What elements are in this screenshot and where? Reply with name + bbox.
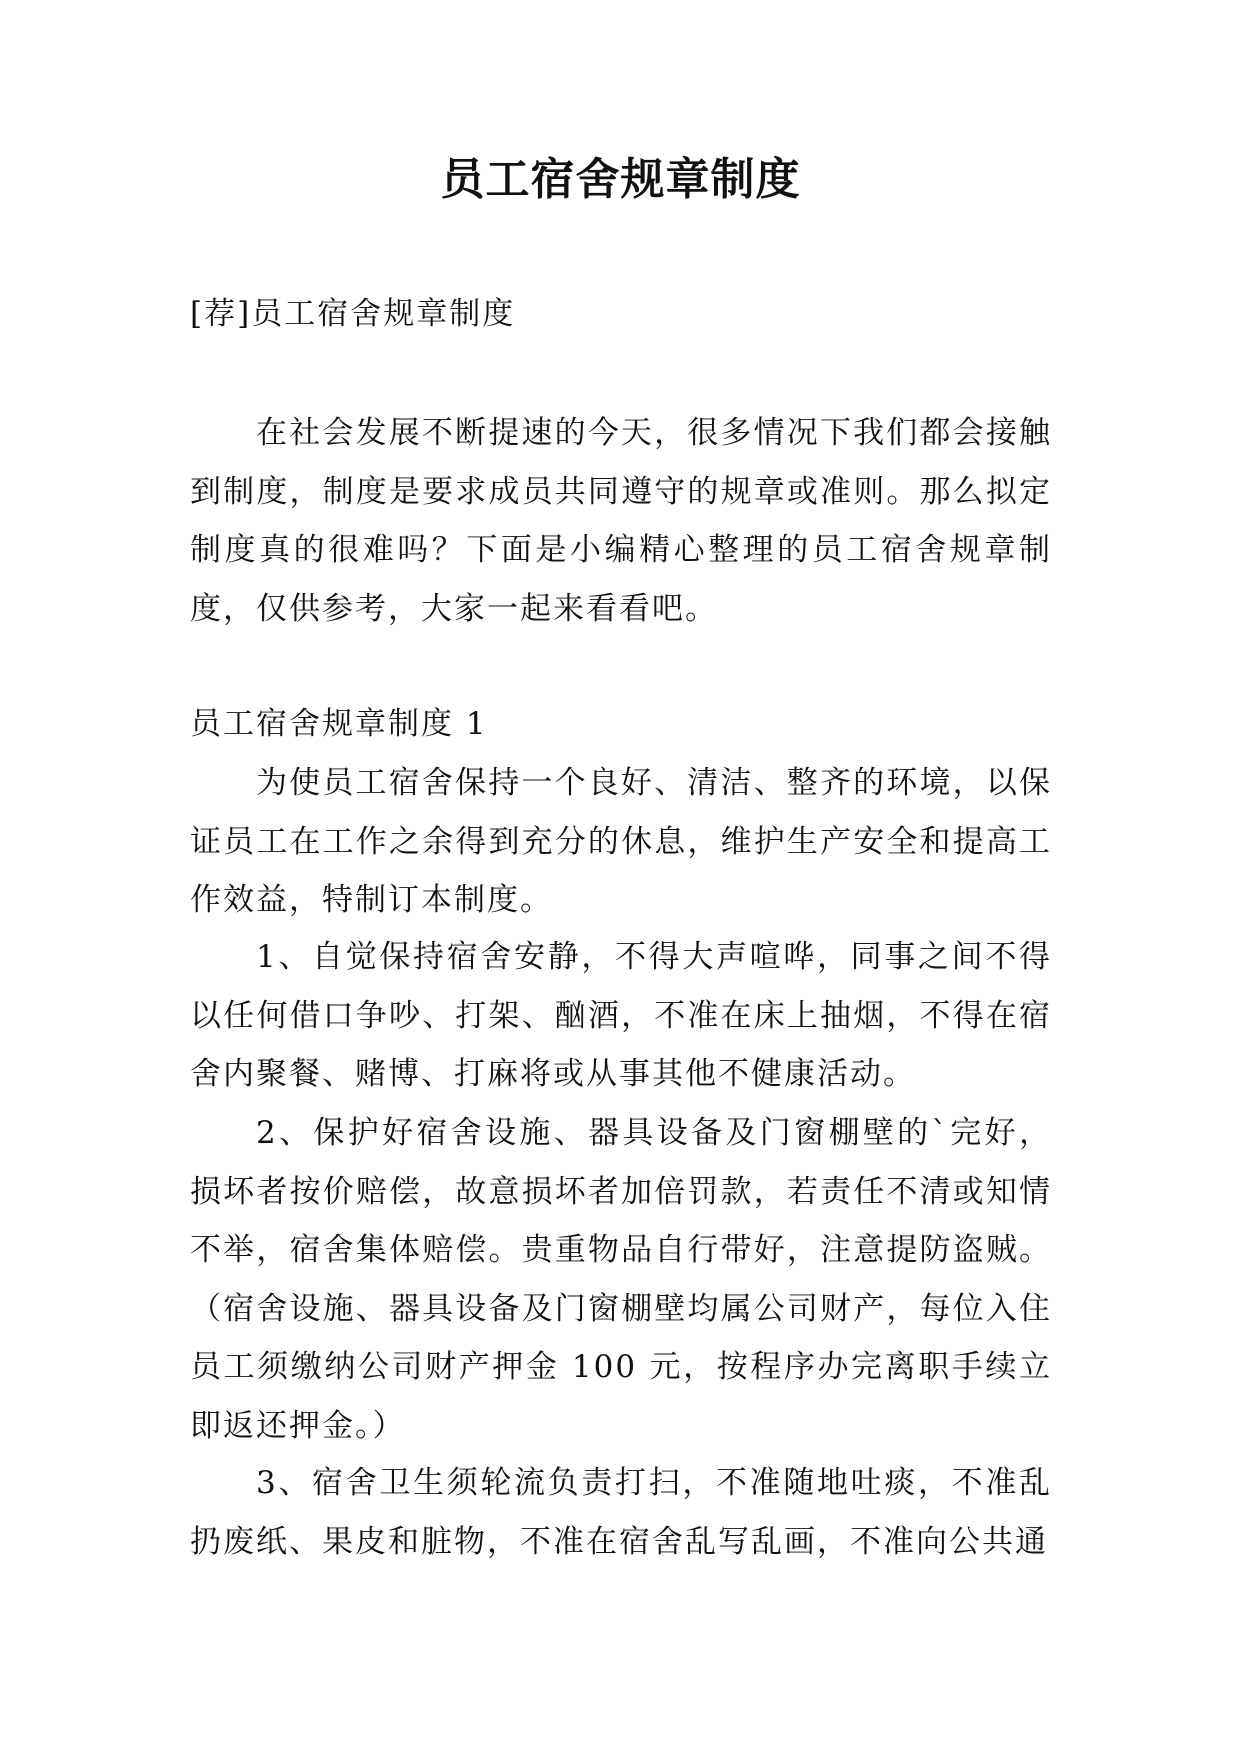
body-paragraph: 3、宿舍卫生须轮流负责打扫，不准随地吐痰，不准乱扔废纸、果皮和脏物，不准在宿舍乱写乱画，不准向公共通	[190, 1465, 1052, 1560]
document-subtitle: [荐]员工宿舍规章制度	[190, 296, 516, 332]
body-paragraph: 2、保护好宿舍设施、器具设备及门窗棚壁的`完好，损坏者按价赔偿，故意损坏者加倍罚款，若责任不清或知情不举，宿舍集体赔偿。贵重物品自行带好，注意提防盗贼。（宿舍设施、器具设备及门窗棚壁均属公司财产，每位入住员工须缴纳公司财产押金 100 元，按程序办完离职手续立即返还押金。）	[190, 1115, 1052, 1444]
section-heading: 员工宿舍规章制度 1	[190, 706, 488, 742]
intro-paragraph: 在社会发展不断提速的今天，很多情况下我们都会接触到制度，制度是要求成员共同遵守的规章或准则。那么拟定制度真的很难吗？下面是小编精心整理的员工宿舍规章制度，仅供参考，大家一起来看看吧。	[190, 415, 1052, 627]
body-paragraph: 1、自觉保持宿舍安静，不得大声喧哗，同事之间不得以任何借口争吵、打架、酗酒，不准在床上抽烟，不得在宿舍内聚餐、赌博、打麻将或从事其他不健康活动。	[190, 939, 1052, 1092]
body-paragraph: 为使员工宿舍保持一个良好、清洁、整齐的环境，以保证员工在工作之余得到充分的休息，维护生产安全和提高工作效益，特制订本制度。	[190, 765, 1052, 918]
document-title: 员工宿舍规章制度	[440, 154, 801, 205]
